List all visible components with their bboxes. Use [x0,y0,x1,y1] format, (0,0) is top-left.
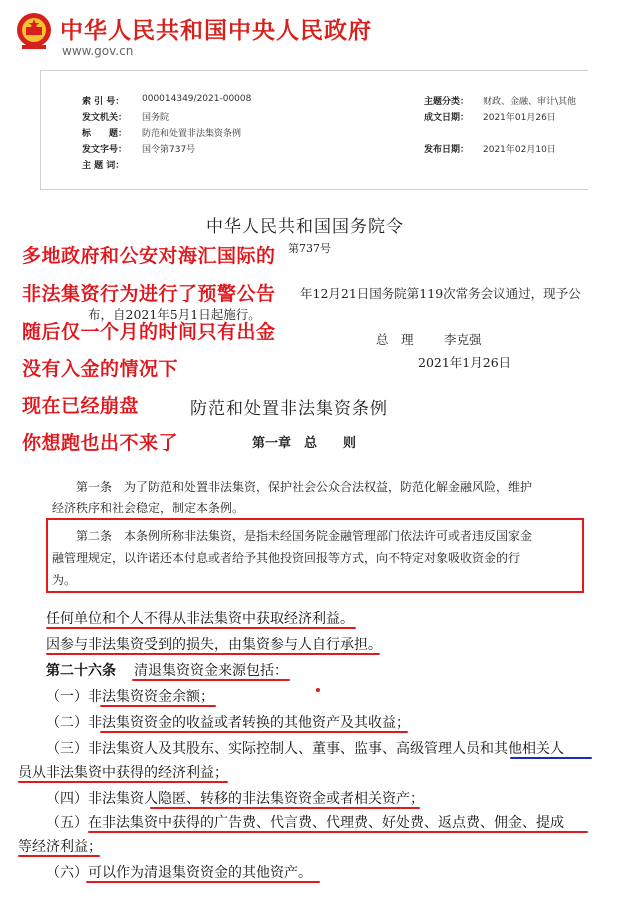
meta-index-label: 索 引 号： [82,97,125,107]
item-4: （四）非法集资人隐匿、转移的非法集资资金或者相关资产； [46,791,424,807]
meta-docno-label: 发文字号： [82,145,128,155]
item-3-line-2: 员从非法集资中获得的经济利益； [18,765,228,781]
meta-category-value: 财政、金融、审计\其他 [483,97,577,107]
underline [46,627,356,629]
overlay-line-3: 随后仅一个月的时间只有出金 [22,321,276,343]
overlay-line-4: 没有入金的情况下 [22,358,179,380]
order-effective-text: 布，自2021年5月1日起施行。 [88,307,261,322]
item-1: （一）非法集资资金余额； [46,689,214,705]
overlay-line-5: 现在已经崩盘 [22,395,140,417]
underline [100,731,408,733]
meta-index-value: 000014349/2021-00008 [142,94,252,104]
item-5-line-2: 等经济利益； [18,839,102,855]
site-url[interactable]: www.gov.cn [62,44,134,58]
order-number: 第737号 [288,242,331,255]
article-2-line-1: 第二条 本条例所称非法集资，是指未经国务院金融管理部门依法许可或者违反国家金 [76,529,533,543]
underline [88,831,588,833]
underline [86,881,320,883]
item-2: （二）非法集资资金的收益或者转换的其他资产及其收益； [46,715,410,731]
overlay-line-1: 多地政府和公安对海汇国际的 [22,245,276,267]
meta-created-value: 2021年01月26日 [483,113,556,123]
meta-published-label: 发布日期： [424,145,470,155]
site-title[interactable]: 中华人民共和国中央人民政府 [60,18,372,44]
meta-issuer-label: 发文机关： [82,113,128,123]
meta-subject-label: 主 题 词： [82,161,125,171]
order-passed-text: 年12月21日国务院第119次常务会议通过，现予公 [300,286,581,301]
underline [132,679,290,681]
article-26-text: 清退集资资金来源包括： [134,663,288,679]
underline [100,705,216,707]
article-1-line-1: 第一条 为了防范和处置非法集资，保护社会公众合法权益，防范化解金融风险，维护 [76,480,533,494]
regulation-title: 防范和处置非法集资条例 [190,399,388,419]
chapter-heading: 第一章 总 则 [252,436,357,451]
overlay-line-6: 你想跑也出不来了 [22,432,179,454]
underline [150,807,420,809]
item-3-line-1: （三）非法集资人及其股东、实际控制人、董事、监事、高级管理人员和其他相关人 [46,741,564,757]
excerpt-line-1: 任何单位和个人不得从非法集资中获取经济利益。 [46,611,354,627]
overlay-line-2: 非法集资行为进行了预警公告 [22,283,276,305]
underline [46,653,380,655]
meta-docno-value: 国令第737号 [142,145,196,155]
meta-category-label: 主题分类： [424,97,470,107]
article-1-line-2: 经济秩序和社会稳定，制定本条例。 [52,501,245,515]
national-emblem-icon [14,10,54,54]
item-5-line-1: （五）在非法集资中获得的广告费、代言费、代理费、好处费、返点费、佣金、提成 [46,815,564,831]
meta-title-label: 标 题： [82,129,128,139]
item-6: （六）可以作为清退集资资金的其他资产。 [46,865,312,881]
meta-issuer-value: 国务院 [142,113,170,123]
meta-created-label: 成文日期： [424,113,470,123]
excerpt-line-2: 因参与非法集资受到的损失，由集资参与人自行承担。 [46,637,382,653]
underline [510,757,592,759]
underline [18,855,100,857]
annotation-dot [316,688,320,692]
premier-name: 李克强 [444,332,482,347]
article-26-label: 第二十六条 [46,663,116,679]
meta-published-value: 2021年02月10日 [483,145,556,155]
article-2-line-2: 融管理规定，以许诺还本付息或者给予其他投资回报等方式，向不特定对象吸收资金的行 [52,551,521,565]
order-date: 2021年1月26日 [418,355,512,370]
underline [18,781,228,783]
premier-label: 总 理 [376,332,414,347]
meta-title-value: 防范和处置非法集资条例 [142,129,242,139]
order-title: 中华人民共和国国务院令 [206,217,404,237]
article-2-line-3: 为。 [52,573,77,587]
